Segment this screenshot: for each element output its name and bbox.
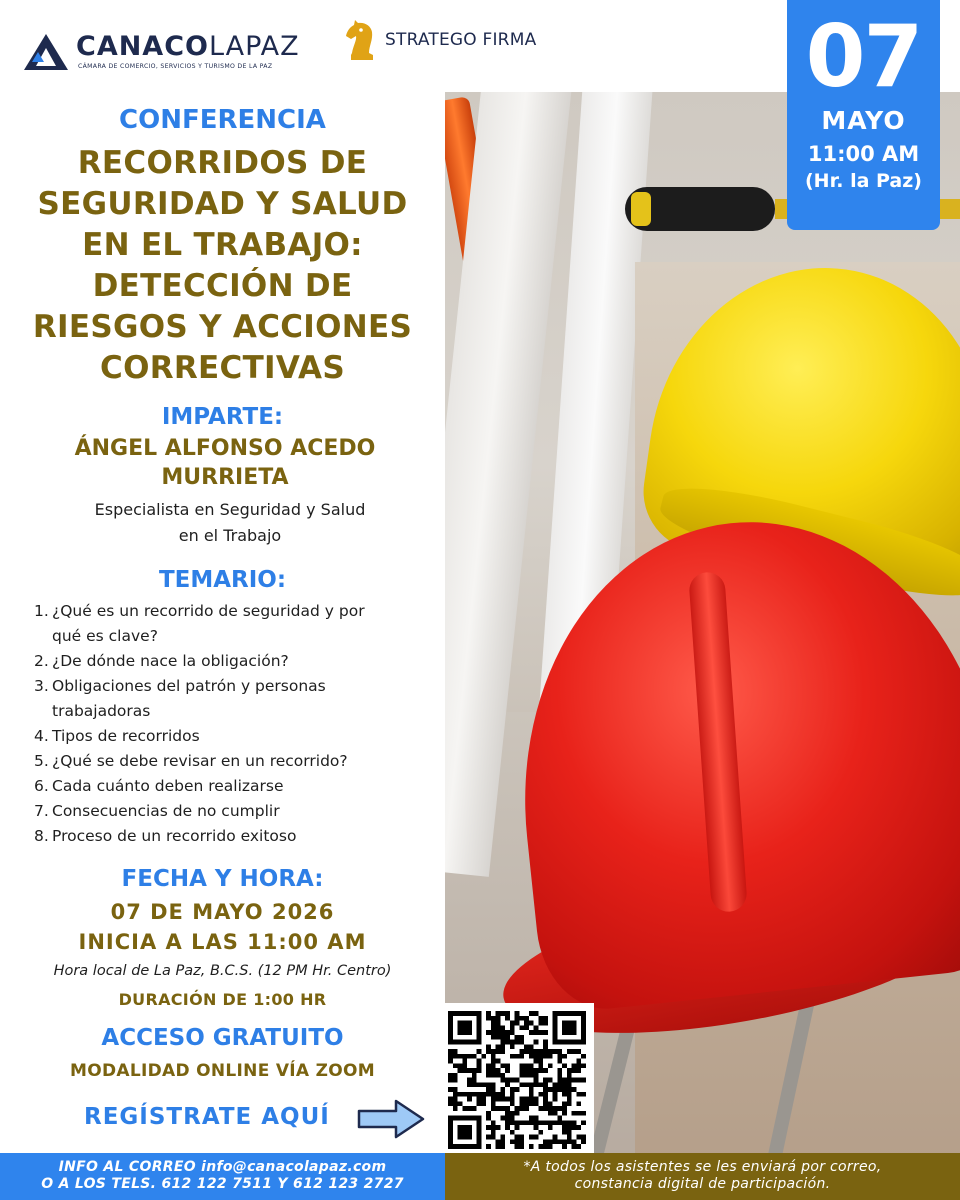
list-item-text: ¿De dónde nace la obligación?	[52, 652, 289, 670]
title-line: RIESGOS Y ACCIONES	[32, 309, 413, 345]
speaker-name	[40, 434, 410, 492]
list-item	[34, 799, 424, 824]
event-date: 07 DE MAYO 2026	[110, 900, 335, 924]
certificate-note-line: *A todos los asistentes se les enviará por correo,	[523, 1159, 882, 1175]
access-label: ACCESO GRATUITO	[101, 1025, 344, 1051]
event-duration: DURACIÓN DE 1:00 HR	[118, 990, 327, 1009]
register-link[interactable]: REGÍSTRATE AQUÍ	[84, 1104, 330, 1130]
schedule-label: FECHA Y HORA:	[121, 866, 324, 892]
date-day: 07	[805, 7, 922, 107]
list-item-number: 1.	[34, 602, 49, 620]
stratego-logo	[343, 20, 583, 64]
title-line: DETECCIÓN DE	[92, 268, 353, 304]
local-time-note: Hora local de La Paz, B.C.S. (12 PM Hr. Centro)	[53, 963, 392, 979]
list-item-text: Tipos de recorridos	[52, 727, 200, 745]
list-item-text: qué es clave?	[52, 627, 158, 645]
list-item-number: 8.	[34, 827, 49, 845]
list-item-text: Obligaciones del patrón y personas	[52, 677, 326, 695]
list-item	[34, 774, 424, 799]
agenda-list	[34, 599, 424, 849]
list-item	[34, 674, 424, 724]
hard-hats-photo	[445, 92, 960, 1155]
list-item-number: 6.	[34, 777, 49, 795]
speaker-role-line: en el Trabajo	[178, 526, 282, 545]
title-line: CORRECTIVAS	[100, 350, 345, 386]
speaker-name-line: ÁNGEL ALFONSO ACEDO	[74, 436, 376, 461]
arrow-right-icon	[356, 1098, 426, 1140]
chess-knight-icon	[343, 20, 379, 62]
canaco-triangle-logo-icon	[22, 32, 70, 72]
stratego-name: STRATEGO FIRMA	[385, 30, 537, 50]
date-box	[787, 0, 940, 230]
agenda-label: TEMARIO:	[158, 567, 287, 593]
speaker-role	[60, 497, 400, 549]
modality-label: MODALIDAD ONLINE VÍA ZOOM	[70, 1061, 375, 1081]
event-start-time: INICIA A LAS 11:00 AM	[78, 930, 367, 954]
speaker-label: IMPARTE:	[161, 404, 284, 430]
contact-footer	[0, 1153, 445, 1200]
canaco-logo	[22, 30, 302, 78]
list-item-number: 2.	[34, 652, 49, 670]
list-item-text: trabajadoras	[52, 702, 151, 720]
canaco-subtitle: CÁMARA DE COMERCIO, SERVICIOS Y TURISMO DE LA PAZ	[78, 63, 273, 70]
list-item	[34, 649, 424, 674]
list-item	[34, 824, 424, 849]
certificate-note-line: constancia digital de participación.	[574, 1176, 831, 1192]
list-item-text: ¿Qué es un recorrido de seguridad y por	[52, 602, 365, 620]
canaco-name-bold: CANACO	[76, 31, 209, 62]
contact-phone-line: O A LOS TELS. 612 122 7511 Y 612 123 2727	[41, 1176, 404, 1192]
date-month: MAYO	[821, 106, 906, 135]
list-item-text: Proceso de un recorrido exitoso	[52, 827, 297, 845]
qr-code-icon	[448, 1011, 586, 1149]
certificate-note	[445, 1153, 960, 1200]
event-title	[0, 143, 445, 389]
speaker-name-line: MURRIETA	[161, 465, 289, 490]
date-zone: (Hr. la Paz)	[804, 170, 922, 192]
list-item-number: 5.	[34, 752, 49, 770]
title-line: EN EL TRABAJO:	[82, 227, 363, 263]
date-time: 11:00 AM	[807, 142, 920, 166]
list-item-text: Cada cuánto deben realizarse	[52, 777, 284, 795]
conference-label: CONFERENCIA	[119, 105, 326, 135]
title-line: RECORRIDOS DE	[77, 145, 368, 181]
list-item-number: 7.	[34, 802, 49, 820]
speaker-role-line: Especialista en Seguridad y Salud	[94, 500, 366, 519]
list-item-number: 3.	[34, 677, 49, 695]
list-item	[34, 724, 424, 749]
registration-qr-code[interactable]	[440, 1003, 594, 1157]
canaco-name-rest: LAPAZ	[208, 31, 300, 62]
title-line: SEGURIDAD Y SALUD	[37, 186, 408, 222]
list-item-number: 4.	[34, 727, 49, 745]
list-item-text: ¿Qué se debe revisar en un recorrido?	[52, 752, 348, 770]
list-item	[34, 749, 424, 774]
contact-email-line: INFO AL CORREO info@canacolapaz.com	[58, 1159, 387, 1175]
list-item	[34, 599, 424, 649]
list-item-text: Consecuencias de no cumplir	[52, 802, 280, 820]
